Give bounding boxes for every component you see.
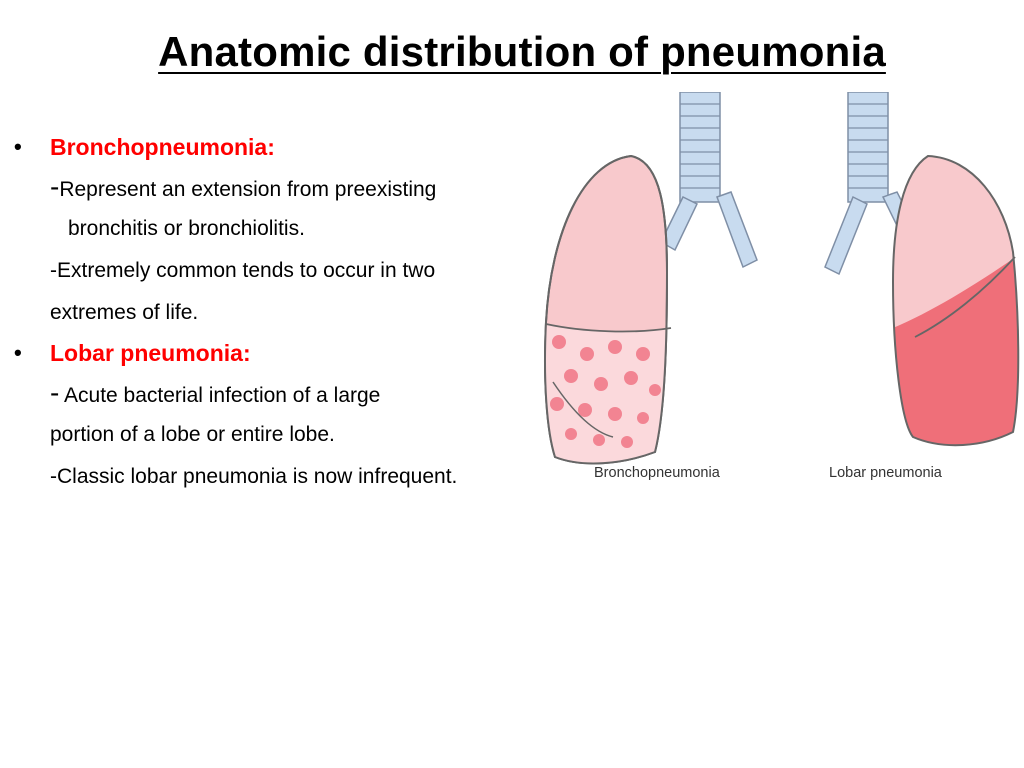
bullet-heading-text: Bronchopneumonia: [50,133,275,160]
caption-lobar-pneumonia: Lobar pneumonia [829,465,942,481]
body-line [50,166,574,208]
body-line: extremes of life. [50,301,199,324]
bullet-heading-text: Lobar pneumonia: [50,339,251,366]
body-line: bronchitis or bronchiolitis. [68,217,305,240]
bullet-heading-lobar [14,334,574,372]
line-text: Represent an extension from preexisting [59,178,437,201]
left-airway [661,92,757,267]
bullet-list [14,128,574,498]
dash: - [50,377,60,408]
right-lung [883,156,1023,472]
lung-diagram [543,92,1024,492]
bullet-dot-icon: • [14,340,22,365]
slide-title: Anatomic distribution of pneumonia [158,28,886,75]
line-text: Acute bacterial infection of a large [59,384,381,407]
body-line [50,372,574,414]
bullet-heading-bronchopneumonia [14,128,574,166]
dash: - [50,171,60,202]
bullet-dot-icon: • [14,134,22,159]
body-line: -Classic lobar pneumonia is now infrequent. [50,465,458,488]
lung-illustration [543,92,1024,492]
left-lung [543,156,673,472]
body-line: portion of a lobe or entire lobe. [50,423,335,446]
caption-bronchopneumonia: Bronchopneumonia [594,465,720,481]
body-line: -Extremely common tends to occur in two [50,259,436,282]
